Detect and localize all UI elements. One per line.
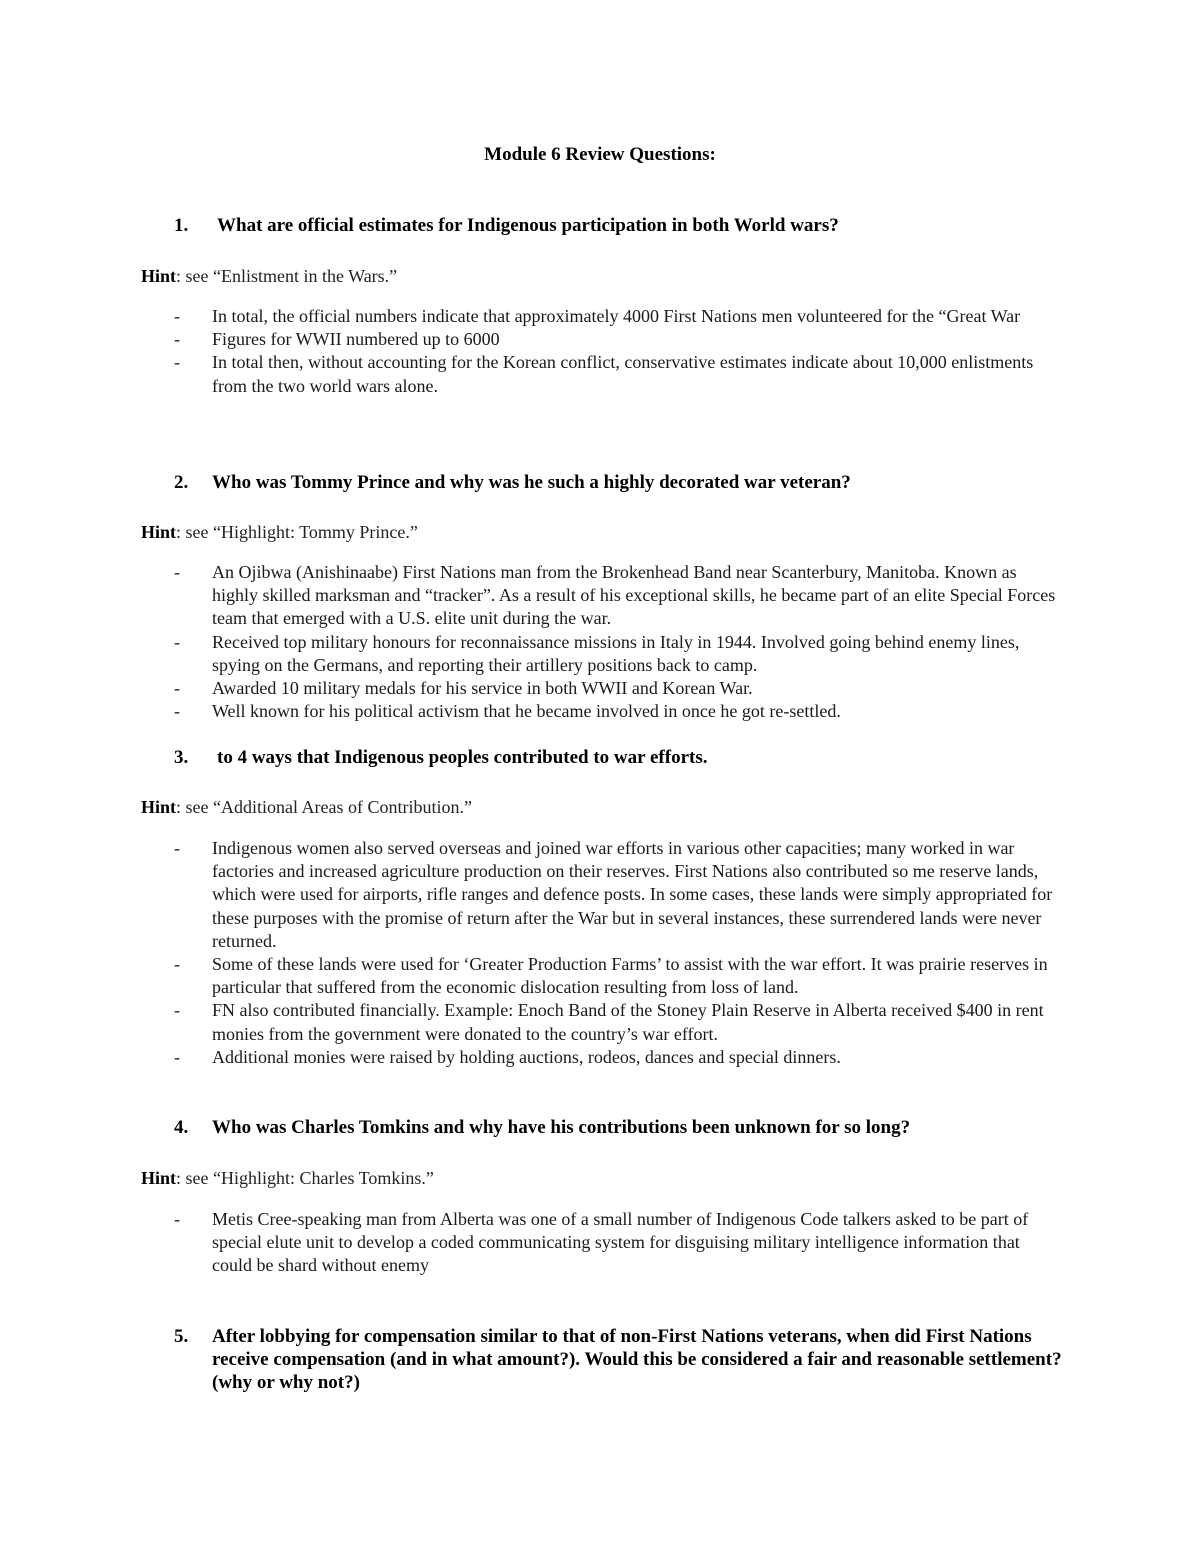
list-item: - Figures for WWII numbered up to 6000	[174, 328, 1064, 351]
hint-1	[141, 265, 397, 288]
question-1	[174, 214, 1064, 237]
hint-label: Hint	[141, 266, 177, 286]
dash-bullet: -	[174, 1000, 180, 1021]
question-5	[174, 1325, 1064, 1394]
answer-list-4	[174, 1208, 1064, 1278]
question-number: 5.	[174, 1326, 189, 1347]
dash-bullet: -	[174, 1046, 180, 1067]
hint-3	[141, 796, 472, 819]
list-item: - Awarded 10 military medals for his service in both WWII and Korean War.	[174, 677, 1064, 700]
list-item: - An Ojibwa (Anishinaabe) First Nations man from the Brokenhead Band near Scanterbury, Manitoba. Known as highly skilled marksman and “tracker”. As a result of his exceptional skills, he became part of an elite Special Forces team that emerged with a U.S. elite unit during the war.	[174, 562, 1056, 629]
list-item: - FN also contributed financially. Example: Enoch Band of the Stoney Plain Reserve in Alberta received $400 in rent monies from the government were donated to the country’s war effort.	[174, 1000, 1044, 1044]
hint-text: : see “Highlight: Charles Tomkins.”	[176, 1168, 434, 1188]
dash-bullet: -	[174, 329, 180, 350]
question-text: After lobbying for compensation similar to that of non-First Nations veterans, when did First Nations receive compensation (and in what amount?). Would this be considered a fair and reasonable settlement? (why or why not?)	[212, 1326, 1062, 1393]
dash-bullet: -	[174, 838, 180, 858]
question-text: to 4 ways that Indigenous peoples contributed to war efforts.	[217, 747, 708, 768]
question-4	[174, 1116, 1064, 1139]
question-number: 4.	[174, 1117, 189, 1138]
question-3	[174, 746, 1064, 769]
hint-label: Hint	[141, 797, 177, 817]
answer-list-3	[174, 837, 1064, 1069]
list-item: - In total then, without accounting for the Korean conflict, conservative estimates indicate about 10,000 enlistments from the two world wars alone.	[174, 352, 1034, 396]
dash-bullet: -	[174, 954, 180, 975]
question-text: Who was Tommy Prince and why was he such a highly decorated war veteran?	[212, 472, 851, 493]
list-item: - In total, the official numbers indicate that approximately 4000 First Nations men volunteered for the “Great War	[174, 305, 1064, 328]
question-number: 1.	[174, 215, 189, 236]
hint-label: Hint	[141, 1168, 177, 1188]
hint-2	[141, 521, 418, 544]
hint-label: Hint	[141, 522, 177, 542]
hint-text: : see “Enlistment in the Wars.”	[176, 266, 398, 286]
question-number: 3.	[174, 747, 189, 768]
hint-text: : see “Additional Areas of Contribution.”	[176, 797, 472, 817]
answer-list-2	[174, 561, 1064, 723]
dash-bullet: -	[174, 306, 180, 326]
dash-bullet: -	[174, 631, 180, 652]
question-number: 2.	[174, 472, 189, 493]
list-item: - Indigenous women also served overseas and joined war efforts in various other capacities; many worked in war factories and increased agriculture production on their reserves. First Nations also contributed so me reserve lands, which were used for airports, rifle ranges and defence posts. In some cases, these lands were simply appropriated for these purposes with the promise of return after the War but in several instances, these surrendered lands were never returned.	[174, 838, 1053, 951]
list-item: - Well known for his political activism that he became involved in once he got re-settled.	[174, 700, 1064, 723]
dash-bullet: -	[174, 701, 180, 722]
hint-text: : see “Highlight: Tommy Prince.”	[176, 522, 418, 542]
dash-bullet: -	[174, 352, 180, 373]
dash-bullet: -	[174, 678, 180, 699]
list-item: - Some of these lands were used for ‘Greater Production Farms’ to assist with the war effort. It was prairie reserves in particular that suffered from the economic dislocation resulting from loss of land.	[174, 954, 1048, 998]
list-item: - Additional monies were raised by holding auctions, rodeos, dances and special dinners.	[174, 1046, 1064, 1069]
dash-bullet: -	[174, 562, 180, 582]
page-title: Module 6 Review Questions:	[484, 144, 716, 165]
hint-4	[141, 1167, 434, 1190]
question-text: What are official estimates for Indigenous participation in both World wars?	[217, 215, 839, 236]
question-2	[174, 471, 1064, 494]
list-item: - Metis Cree-speaking man from Alberta was one of a small number of Indigenous Code talkers asked to be part of special elute unit to develop a coded communicating system for disguising military intelligence information that could be shard without enemy	[174, 1209, 1029, 1276]
list-item: - Received top military honours for reconnaissance missions in Italy in 1944. Involved going behind enemy lines, spying on the Germans, and reporting their artillery positions back to camp.	[174, 631, 1020, 675]
dash-bullet: -	[174, 1209, 180, 1229]
question-text: Who was Charles Tomkins and why have his contributions been unknown for so long?	[212, 1117, 911, 1138]
answer-list-1	[174, 305, 1064, 398]
